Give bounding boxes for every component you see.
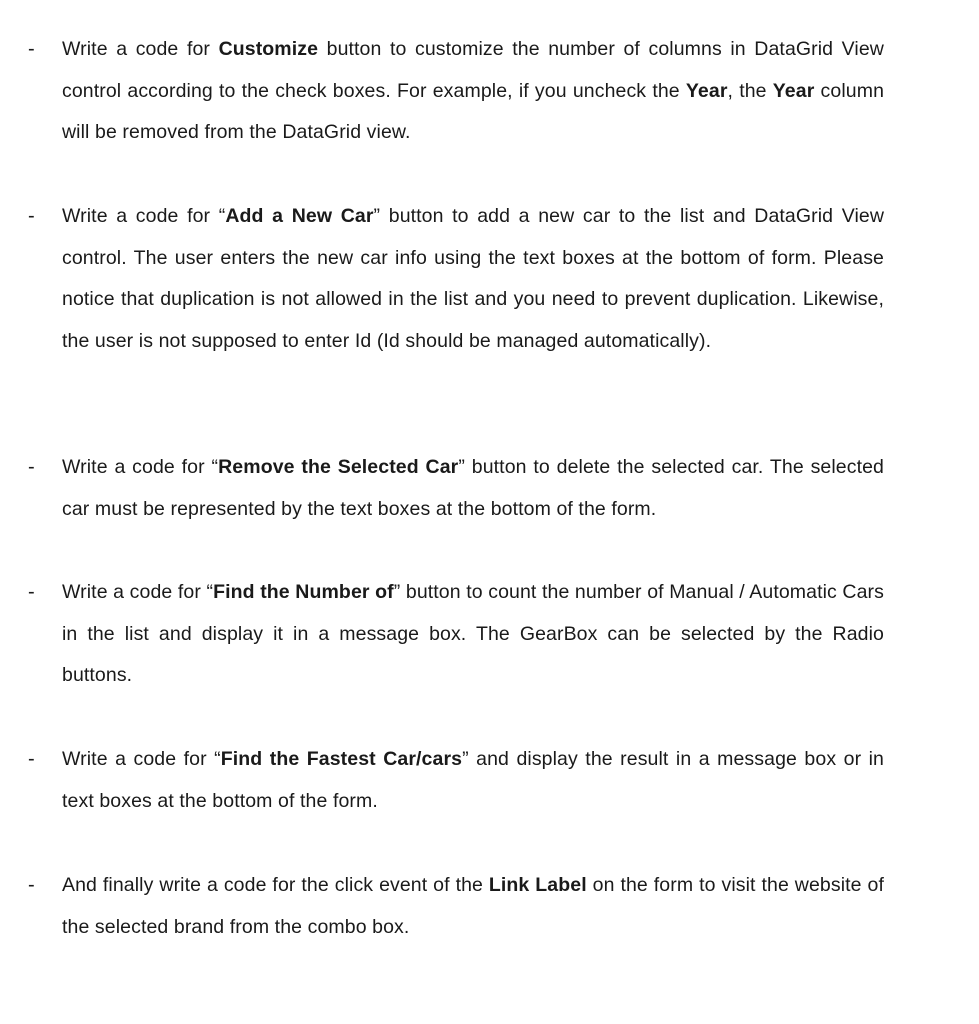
bold-text-run: Add a New Car xyxy=(225,205,374,227)
paragraph xyxy=(62,572,884,697)
paragraph xyxy=(62,865,884,948)
bold-text-run: Year xyxy=(772,79,815,102)
text-run: on the form to visit the website of the selected brand from the combo box. xyxy=(62,874,884,938)
text-run: ” and display the result in a message box or in text boxes at the bottom of the form. xyxy=(62,748,885,812)
bullet-dash: - xyxy=(28,205,35,227)
text-run: ” button to count the number of Manual / Automatic Cars in the list and display it in a message box. The GearBox can be selected by the Radio buttons. xyxy=(62,581,885,687)
bold-text-run: Link Label xyxy=(488,874,587,896)
text-run: And finally write a code for the click event of the xyxy=(62,874,489,896)
text-run: Write a code for xyxy=(62,38,219,60)
paragraph xyxy=(62,739,884,822)
text-run: Write a code for “ xyxy=(62,748,221,770)
paragraph xyxy=(62,29,884,154)
text-run: ” button to delete the selected car. The selected car must be represented by the text boxes at the bottom of the form. xyxy=(62,456,885,520)
bullet-dash: - xyxy=(28,874,35,896)
paragraph xyxy=(62,196,884,363)
text-run: button to customize the number of columns in DataGrid View control according to the check boxes. For example, if you uncheck the xyxy=(62,38,884,102)
bold-text-run: Find the Number of xyxy=(213,581,394,603)
paragraph xyxy=(62,447,884,530)
bullet-dash: - xyxy=(28,581,35,603)
bullet-dash: - xyxy=(28,456,35,478)
text-run: , the xyxy=(727,79,773,102)
bold-text-run: Customize xyxy=(218,38,319,60)
text-run: Write a code for “ xyxy=(62,456,219,478)
text-run: Write a code for “ xyxy=(62,205,226,227)
bullet-dash: - xyxy=(28,38,35,60)
bullet-dash: - xyxy=(28,748,35,770)
bold-text-run: Remove the Selected Car xyxy=(218,456,459,478)
bold-text-run: Find the Fastest Car/cars xyxy=(220,748,463,770)
bold-text-run: Year xyxy=(685,79,728,102)
text-run: column will be removed from the DataGrid view. xyxy=(62,79,885,144)
text-run: ” button to add a new car to the list and DataGrid View control. The user enters the new car info using the text boxes at the bottom of form. Please notice that duplication is not allowed in the list and you need to prevent duplication. Likewise, the user is not supposed to enter Id (Id should be managed automatically). xyxy=(62,205,885,353)
text-run: Write a code for “ xyxy=(62,581,214,603)
